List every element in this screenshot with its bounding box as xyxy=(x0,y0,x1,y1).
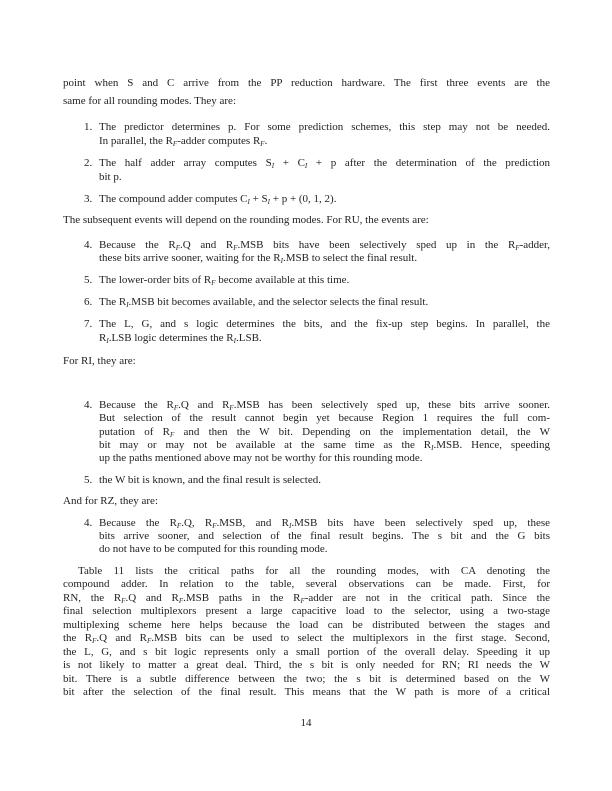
text-line: bit p. xyxy=(99,171,122,183)
list-number: 2. xyxy=(84,157,93,169)
text-line: $R_I.LSB$ logic determines the $R_I.LSB$. xyxy=(99,332,262,345)
text-line: The $R_I.MSB$ bit becomes available, and the selector selects the final result. xyxy=(99,296,429,309)
list-number: 4. xyxy=(84,239,93,251)
text-line: Table 11 lists the critical paths for all the rounding modes, with CA denoting the xyxy=(78,565,550,577)
page-number: 14 xyxy=(300,717,312,729)
list-number: 7. xyxy=(84,318,93,330)
text-line: do not have to be computed for this rounding mode. xyxy=(99,543,328,555)
list-number: 5. xyxy=(84,474,93,486)
text-line: The L, G, and s logic determines the bits, and the fix-up step begins. In parallel, the xyxy=(99,318,550,330)
text-line: Because the $R_F.Q$, $R_F.MSB$, and $R_I.MSB$ bits have been selectively sped up, these xyxy=(99,517,550,530)
ru-intro: The subsequent events will depend on the rounding modes. For RU, the events are: xyxy=(63,214,429,226)
text-line: bit after the selection of the final result. This means that the W path is more of a critical xyxy=(63,686,550,698)
ri-intro: For RI, they are: xyxy=(63,355,136,367)
text-line: In parallel, the $R_F$-adder computes $R_F$. xyxy=(99,135,268,148)
text-line: Because the $R_F.Q$ and $R_F.MSB$ bits have been selectively sped up in the $R_F$-adder, xyxy=(99,239,550,252)
text-line: But selection of the result cannot begin yet because Region 1 requires the full com- xyxy=(99,412,550,424)
list-number: 4. xyxy=(84,399,93,411)
text-line: same for all rounding modes. They are: xyxy=(63,95,236,107)
rz-intro: And for RZ, they are: xyxy=(63,495,158,507)
text-line: point when S and C arrive from the PP reduction hardware. The first three events are the xyxy=(63,77,550,89)
list-number: 4. xyxy=(84,517,93,529)
text-line: bits arrive sooner, and selection of the final result begins. The s bit and the G bits xyxy=(99,530,550,542)
text-line: up the paths mentioned above may not be worthy for this rounding mode. xyxy=(99,452,423,464)
text-line: these bits arrive sooner, waiting for the $R_I.MSB$ to select the final result. xyxy=(99,252,418,265)
text-line: Because the $R_F.Q$ and $R_F.MSB$ has been selectively sped up, these bits arrive sooner. xyxy=(99,399,550,412)
text-line: The predictor determines p. For some prediction schemes, this step may not be needed. xyxy=(99,121,550,133)
text-line: putation of $R_F$ and then the W bit. Depending on the implementation detail, the W xyxy=(99,426,550,439)
text-line: is not likely to matter a great deal. Third, the s bit is only needed for RN; RI needs the W xyxy=(63,659,550,671)
text-line: The half adder array computes $S_I + C_I + p$ after the determination of the prediction xyxy=(99,157,550,170)
list-number: 1. xyxy=(84,121,93,133)
text-line: the W bit is known, and the final result is selected. xyxy=(99,474,321,486)
text-line: The compound adder computes $C_I + S_I + p + (0$, 1, 2). xyxy=(99,193,337,206)
text-line: the $R_F.Q$ and $R_F.MSB$ bits can be used to select the multiplexors in the first stage. Second, xyxy=(63,632,550,645)
text-line: bit. There is a subtle difference between the two; the s bit is determined based on the W xyxy=(63,673,550,685)
text-line: RN, the $R_F.Q$ and $R_F.MSB$ paths in the $R_F$-adder are not in the critical path. Since the xyxy=(63,592,550,605)
list-number: 5. xyxy=(84,274,93,286)
text-line: bit may or may not be available at the same time as the $R_I.MSB$. Hence, speeding xyxy=(99,439,550,452)
text-line: final selection multiplexors present a large capacitive load to the selector, using a two-stage xyxy=(63,605,550,617)
text-line: compound adder. In relation to the table, several observations can be made. First, for xyxy=(63,578,550,590)
text-line: the L, G, and s bit logic represents only a small portion of the overall delay. Speeding it up xyxy=(63,646,550,658)
text-line: The lower-order bits of $R_F$ become available at this time. xyxy=(99,274,350,287)
list-number: 3. xyxy=(84,193,93,205)
list-number: 6. xyxy=(84,296,93,308)
text-line: multiplexing scheme here helps because the load can be distributed between the stages and xyxy=(63,619,550,631)
